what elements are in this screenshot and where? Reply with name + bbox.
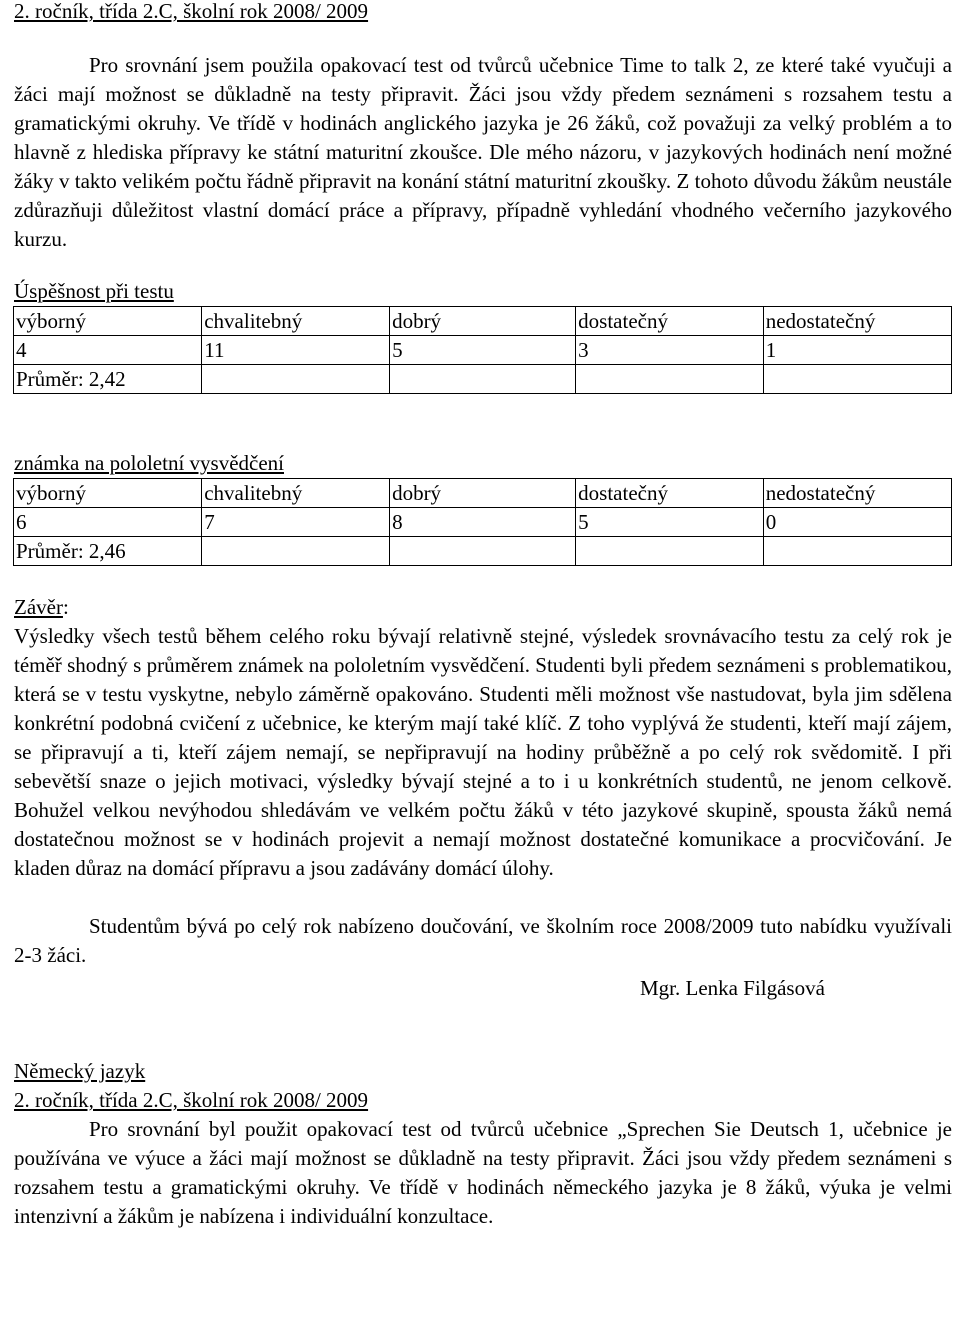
tutoring-paragraph: Studentům bývá po celý rok nabízeno doučování, ve školním roce 2008/2009 tuto nabídku využívali 2-3 žáci. xyxy=(14,914,952,967)
table-row xyxy=(14,508,952,537)
intro-paragraph: Pro srovnání jsem použila opakovací test od tvůrců učebnice Time to talk 2, ze které také vyučuji a žáci mají možnost se důkladně na testy připravit. Žáci jsou vždy předem seznámeni s rozsahem testu a gramatickými okruhy. Ve třídě v hodinách anglického jazyka je 26 žáků, což považuji za velký problém a to hlavně z hlediska přípravy ke státní maturitní zkoušce. Dle mého názoru, v jazykových hodinách není možné žáky v takto velikém počtu řádně připravit na konání státní maturitní zkoušky. Z tohoto důvodu žákům neustále zdůrazňuji důležitost vlastní domácí práce a přípravy, případně vyhledání vhodného večerního jazykového kurzu. xyxy=(14,53,952,251)
conclusion-heading xyxy=(14,593,952,622)
grade-count: 0 xyxy=(763,508,951,537)
grade-count: 5 xyxy=(576,508,764,537)
conclusion-paragraph: Výsledky všech testů během celého roku bývají relativně stejné, výsledek srovnávacího testu za celý rok je téměř shodný s průměrem známek na pololetním vysvědčení. Studenti byli předem seznámeni s problematikou, která se v testu vyskytne, nebylo záměrně opakováno. Studenti měli možnost vše nastudovat, byla jim sdělena konkrétní podobná cvičení z učebnice, ke kterým mají také klíč. Z toho vyplývá že studenti, kteří mají zájem, se připravují a ti, kteří zájem nemají, se nepřipravují na hodiny průběžně a po celý rok svědomitě. I při sebevětší snaze o jejich motivaci, výsledky bývají stejné a to i u konkrétních studentů, ne jenom celkově. Bohužel velkou nevýhodou shledávám ve velkém počtu žáků v této jazykové skupině, spousta žáků nemá dostatečnou možnost se v hodinách projevit a nemají možnost dostatečné komunikace a procvičování. Je kladen důraz na domácí přípravu a jsou zadávány domácí úlohy. xyxy=(14,624,952,880)
grade-header: dobrý xyxy=(390,479,576,508)
table1-title: Úspěšnost při testu xyxy=(14,279,174,303)
grade-count: 8 xyxy=(390,508,576,537)
grade-header: chvalitebný xyxy=(202,479,390,508)
grade-header: výborný xyxy=(14,479,202,508)
grade-count: 7 xyxy=(202,508,390,537)
grade-count: 6 xyxy=(14,508,202,537)
grade-header: chvalitebný xyxy=(202,307,390,336)
intro-paragraph: Pro srovnání byl použit opakovací test od tvůrců učebnice „Sprechen Sie Deutsch 1, učebnice je používána ve výuce a žáci mají možnost se důkladně na testy připravit. Žáci jsou vždy předem seznámeni s rozsahem testu a gramatickými okruhy. Ve třídě v hodinách německého jazyka je 8 žáků, výuka je velmi intenzivní a žákům je nabízena i individuální konzultace. xyxy=(14,1117,952,1228)
table-row xyxy=(14,537,952,566)
subject-title: Německý jazyk xyxy=(14,1059,146,1083)
empty-cell xyxy=(202,537,390,566)
signature: Mgr. Lenka Filgásová xyxy=(640,976,825,1000)
grade-count: 1 xyxy=(763,336,951,365)
grade-count: 3 xyxy=(576,336,764,365)
grade-header: dobrý xyxy=(390,307,576,336)
empty-cell xyxy=(576,537,764,566)
average-value: Průměr: 2,42 xyxy=(14,365,202,394)
empty-cell xyxy=(390,365,576,394)
grade-header: nedostatečný xyxy=(763,307,951,336)
section-header: 2. ročník, třída 2.C, školní rok 2008/ 2009 xyxy=(14,1088,369,1112)
empty-cell xyxy=(390,537,576,566)
document-page xyxy=(14,0,952,1231)
grade-header: výborný xyxy=(14,307,202,336)
conclusion-colon: : xyxy=(62,595,69,619)
test-results-table xyxy=(13,306,952,394)
grade-header: nedostatečný xyxy=(763,479,951,508)
table-row xyxy=(14,307,952,336)
empty-cell xyxy=(763,537,951,566)
table-row xyxy=(14,365,952,394)
grade-header: dostatečný xyxy=(576,479,764,508)
grade-count: 4 xyxy=(14,336,202,365)
section-header: 2. ročník, třída 2.C, školní rok 2008/ 2009 xyxy=(14,0,369,23)
grade-count: 11 xyxy=(202,336,390,365)
empty-cell xyxy=(763,365,951,394)
grade-count: 5 xyxy=(390,336,576,365)
empty-cell xyxy=(202,365,390,394)
grade-header: dostatečný xyxy=(576,307,764,336)
average-value: Průměr: 2,46 xyxy=(14,537,202,566)
conclusion-label: Závěr xyxy=(14,595,63,619)
empty-cell xyxy=(576,365,764,394)
table-row xyxy=(14,479,952,508)
report-grades-table xyxy=(13,478,952,566)
table2-title: známka na pololetní vysvědčení xyxy=(14,451,284,475)
table-row xyxy=(14,336,952,365)
